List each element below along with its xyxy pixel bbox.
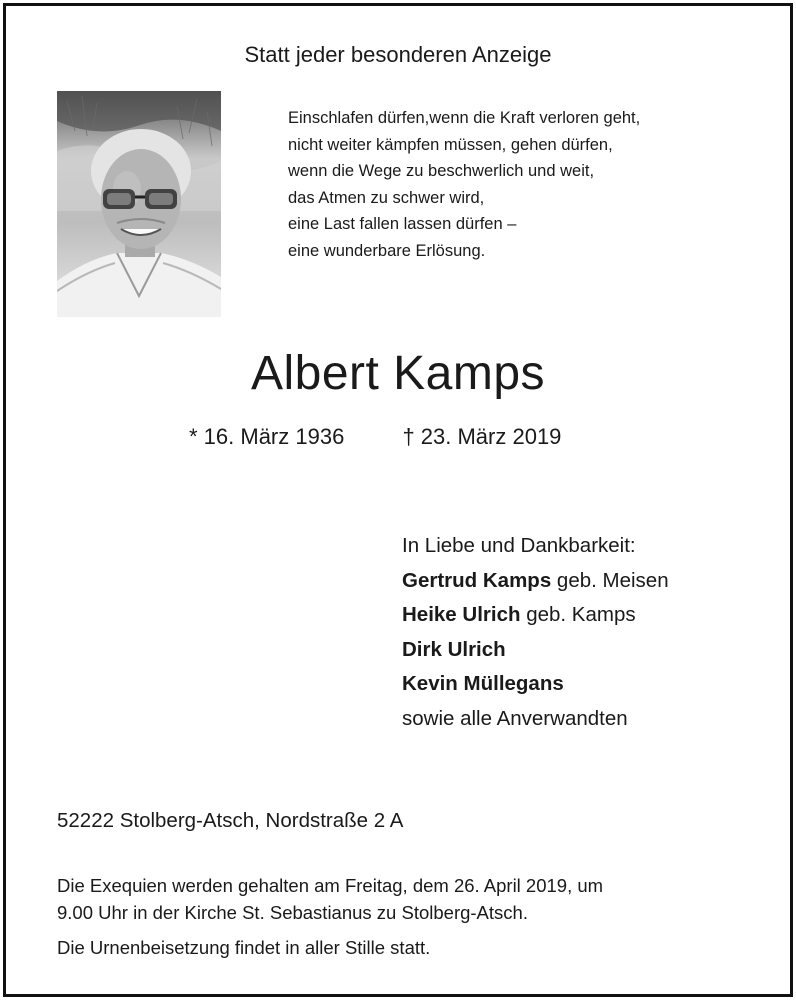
notice-line: Die Urnenbeisetzung findet in aller Stille statt. <box>57 937 431 958</box>
poem-line: eine Last fallen lassen dürfen – <box>288 215 517 233</box>
notice-heading: Statt jeder besonderen Anzeige <box>244 42 552 67</box>
family-address: 52222 Stolberg-Atsch, Nordstraße 2 A <box>57 809 404 832</box>
mourner-entry <box>402 667 669 702</box>
poem-line: eine wunderbare Erlösung. <box>288 241 486 260</box>
poem-line: wenn die Wege zu beschwerlich und weit, <box>288 162 595 180</box>
mourner-name: Gertrud Kamps <box>402 568 552 592</box>
mourner-entry <box>402 633 669 668</box>
mourners-closing: sowie alle Anverwandten <box>402 706 628 730</box>
mourner-name: Dirk Ulrich <box>402 637 506 661</box>
poem-line: Einschlafen dürfen,wenn die Kraft verloren geht, <box>288 109 641 127</box>
mourner-entry <box>402 564 669 599</box>
poem-line: das Atmen zu schwer wird, <box>288 188 485 207</box>
poem <box>288 105 640 264</box>
mourner-entry <box>402 598 669 633</box>
notice-line: 9.00 Uhr in der Kirche St. Sebastianus zu Stolberg-Atsch. <box>57 902 528 923</box>
birth-date: * 16. März 1936 <box>189 424 345 449</box>
deceased-name: Albert Kamps <box>250 347 546 400</box>
mourner-note: geb. Meisen <box>551 568 669 592</box>
mourner-name: Heike Ulrich <box>402 603 521 626</box>
funeral-notice <box>57 872 603 961</box>
mourners-list <box>402 529 669 736</box>
life-dates <box>189 424 561 450</box>
obituary-notice <box>3 3 793 997</box>
mourner-note: geb. Kamps <box>520 603 636 626</box>
mourner-name: Kevin Müllegans <box>402 672 564 695</box>
notice-line: Die Exequien werden gehalten am Freitag, dem 26. April 2019, um <box>57 875 604 896</box>
mourners-intro: In Liebe und Dankbarkeit: <box>402 534 636 557</box>
portrait-image <box>57 91 221 317</box>
portrait-photo <box>57 91 221 317</box>
poem-line: nicht weiter kämpfen müssen, gehen dürfen, <box>288 135 613 154</box>
death-date: † 23. März 2019 <box>402 424 562 449</box>
